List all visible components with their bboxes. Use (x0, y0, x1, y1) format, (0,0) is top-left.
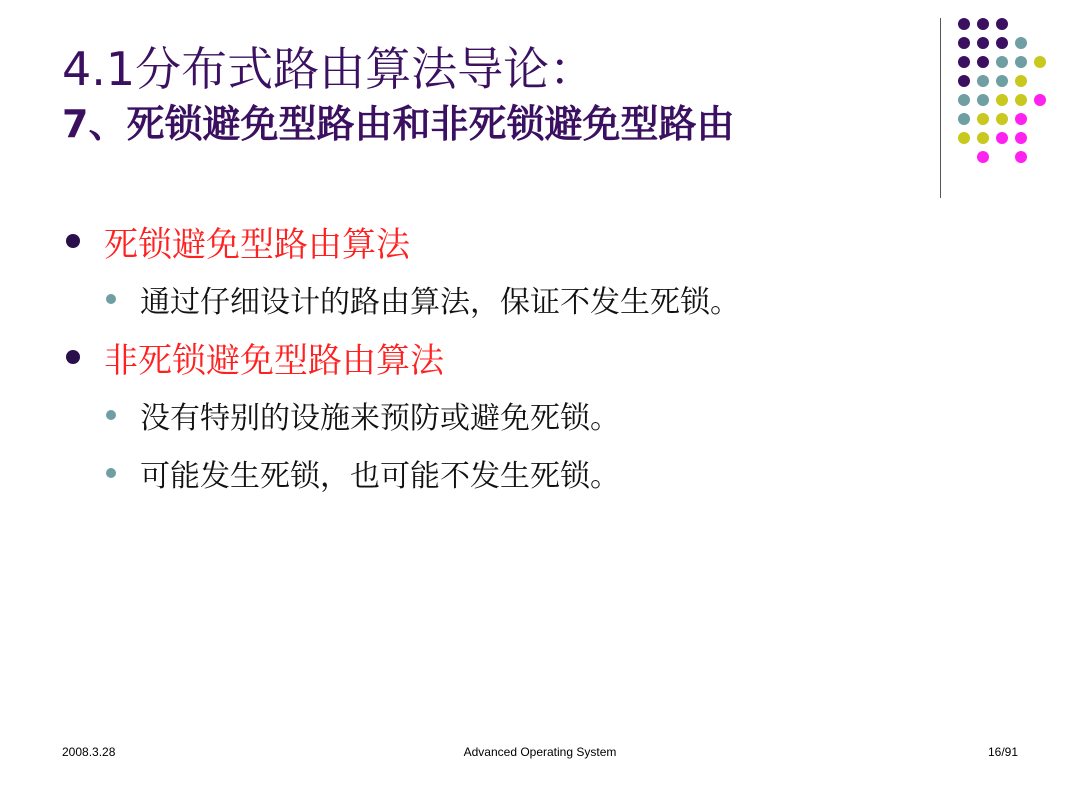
bullet-dot-icon (106, 468, 116, 478)
decorative-dot (1015, 151, 1027, 163)
decorative-dot (996, 132, 1008, 144)
decorative-dot (977, 37, 989, 49)
decorative-dot (977, 18, 989, 30)
bullet-text: 通过仔细设计的路由算法，保证不发生死锁。 (140, 285, 740, 320)
bullet-item-level1 (62, 328, 1042, 386)
decorative-dot (958, 37, 970, 49)
decorative-dot (958, 113, 970, 125)
decorative-dot (958, 132, 970, 144)
footer-date: 2008.3.28 (62, 745, 116, 759)
decorative-dot (996, 94, 1008, 106)
decorative-dot (1015, 56, 1027, 68)
decorative-dot (996, 113, 1008, 125)
decorative-dot (958, 56, 970, 68)
decorative-dot (996, 56, 1008, 68)
bullet-text: 死锁避免型路由算法 (104, 224, 410, 265)
footer-course-title: Advanced Operating System (463, 745, 617, 759)
bullet-dot-icon (106, 294, 116, 304)
title-line-main: 4.1分布式路由算法导论： (62, 42, 596, 96)
bullet-dot-icon (66, 350, 80, 364)
decorative-dot (1015, 94, 1027, 106)
dot-grid-icon (958, 18, 1058, 178)
bullet-item-level1 (62, 212, 1042, 270)
decorative-dot (996, 37, 1008, 49)
decorative-dot (1034, 94, 1046, 106)
title-divider (940, 18, 941, 198)
decorative-dot (977, 132, 989, 144)
bullet-text: 可能发生死锁，也可能不发生死锁。 (140, 459, 620, 494)
decorative-dot (1034, 56, 1046, 68)
decorative-dot (977, 94, 989, 106)
decorative-dot (958, 75, 970, 87)
footer-page-number: 16/91 (987, 745, 1018, 759)
slide-content (62, 212, 1042, 502)
decorative-dot (958, 94, 970, 106)
decorative-dot (977, 113, 989, 125)
bullet-item-level2 (62, 444, 1042, 502)
decorative-dot (977, 56, 989, 68)
decorative-dot (977, 75, 989, 87)
decorative-dot (1015, 113, 1027, 125)
decorative-dot (996, 18, 1008, 30)
decorative-dot (996, 75, 1008, 87)
bullet-item-level2 (62, 270, 1042, 328)
decorative-dot (977, 151, 989, 163)
decorative-dot (958, 18, 970, 30)
slide-title (62, 40, 932, 150)
title-line-sub: 7、死锁避免型路由和非死锁避免型路由 (62, 102, 735, 146)
bullet-text: 非死锁避免型路由算法 (104, 340, 444, 381)
bullet-item-level2 (62, 386, 1042, 444)
bullet-dot-icon (66, 234, 80, 248)
decorative-dot (1015, 132, 1027, 144)
decorative-dot (1015, 37, 1027, 49)
bullet-dot-icon (106, 410, 116, 420)
bullet-text: 没有特别的设施来预防或避免死锁。 (140, 401, 620, 436)
decorative-dot (1015, 75, 1027, 87)
